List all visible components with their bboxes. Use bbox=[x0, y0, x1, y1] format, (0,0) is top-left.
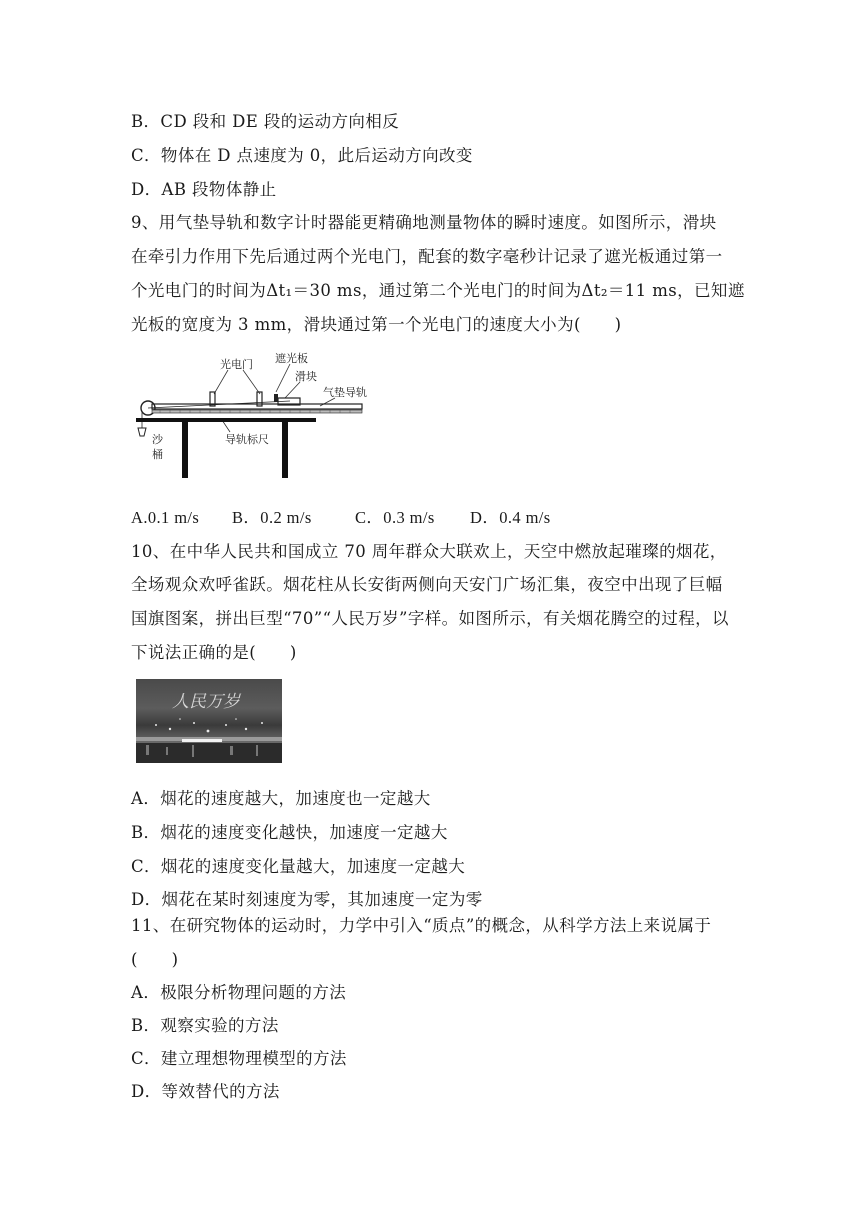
air-track-figure bbox=[130, 348, 390, 480]
q8-option-d: D．AB 段物体静止 bbox=[131, 180, 277, 199]
label-ruler: 导轨标尺 bbox=[225, 433, 269, 446]
q11-option-b: B．观察实验的方法 bbox=[131, 1016, 279, 1035]
q9-stem-line4: 光板的宽度为 3 mm，滑块通过第一个光电门的速度大小为( ) bbox=[131, 315, 622, 334]
q10-stem-line2: 全场观众欢呼雀跃。烟花柱从长安街两侧向天安门广场汇集，夜空中出现了巨幅 bbox=[131, 575, 723, 594]
q9-stem-line2: 在牵引力作用下先后通过两个光电门，配套的数字毫秒计记录了遮光板通过第一 bbox=[131, 247, 723, 266]
q9-option-a: A.0.1 m/s bbox=[131, 508, 200, 527]
q10-option-d: D．烟花在某时刻速度为零，其加速度一定为零 bbox=[131, 890, 483, 909]
q10-stem-line3: 国旗图案，拼出巨型“70”“人民万岁”字样。如图所示，有关烟花腾空的过程，以 bbox=[131, 609, 729, 628]
q10-option-a: A．烟花的速度越大，加速度也一定越大 bbox=[131, 789, 431, 808]
q9-option-d: D．0.4 m/s bbox=[470, 508, 551, 527]
q9-stem-line3: 个光电门的时间为Δt₁＝30 ms，通过第二个光电门的时间为Δt₂＝11 ms，已知遮 bbox=[131, 281, 745, 300]
q8-option-b: B．CD 段和 DE 段的运动方向相反 bbox=[131, 112, 400, 131]
label-slider: 滑块 bbox=[295, 370, 317, 383]
q11-option-c: C．建立理想物理模型的方法 bbox=[131, 1049, 347, 1068]
label-air-rail: 气垫导轨 bbox=[323, 386, 367, 399]
q9-stem-line1: 9、用气垫导轨和数字计时器能更精确地测量物体的瞬时速度。如图所示，滑块 bbox=[131, 213, 717, 232]
label-sand: 沙 bbox=[152, 433, 163, 446]
q10-stem-line1: 10、在中华人民共和国成立 70 周年群众大联欢上，天空中燃放起璀璨的烟花， bbox=[131, 542, 727, 561]
q8-option-c: C．物体在 D 点速度为 0，此后运动方向改变 bbox=[131, 146, 473, 165]
label-photogate: 光电门 bbox=[220, 358, 253, 371]
q10-option-b: B．烟花的速度变化越快，加速度一定越大 bbox=[131, 823, 448, 842]
q11-option-d: D．等效替代的方法 bbox=[131, 1082, 280, 1101]
q11-option-a: A．极限分析物理问题的方法 bbox=[131, 983, 347, 1002]
label-shade-plate: 遮光板 bbox=[275, 352, 308, 365]
label-bucket: 桶 bbox=[152, 448, 163, 461]
q11-stem-line2: ( ) bbox=[131, 950, 179, 969]
q10-stem-line4: 下说法正确的是( ) bbox=[131, 643, 297, 662]
q10-option-c: C．烟花的速度变化量越大，加速度一定越大 bbox=[131, 857, 466, 876]
q9-option-b: B．0.2 m/s bbox=[232, 508, 312, 527]
fireworks-photo bbox=[136, 679, 282, 763]
photo-caption-text: 人民万岁 bbox=[172, 692, 240, 712]
q9-option-c: C．0.3 m/s bbox=[355, 508, 435, 527]
q11-stem-line1: 11、在研究物体的运动时，力学中引入“质点”的概念，从科学方法上来说属于 bbox=[131, 916, 712, 935]
